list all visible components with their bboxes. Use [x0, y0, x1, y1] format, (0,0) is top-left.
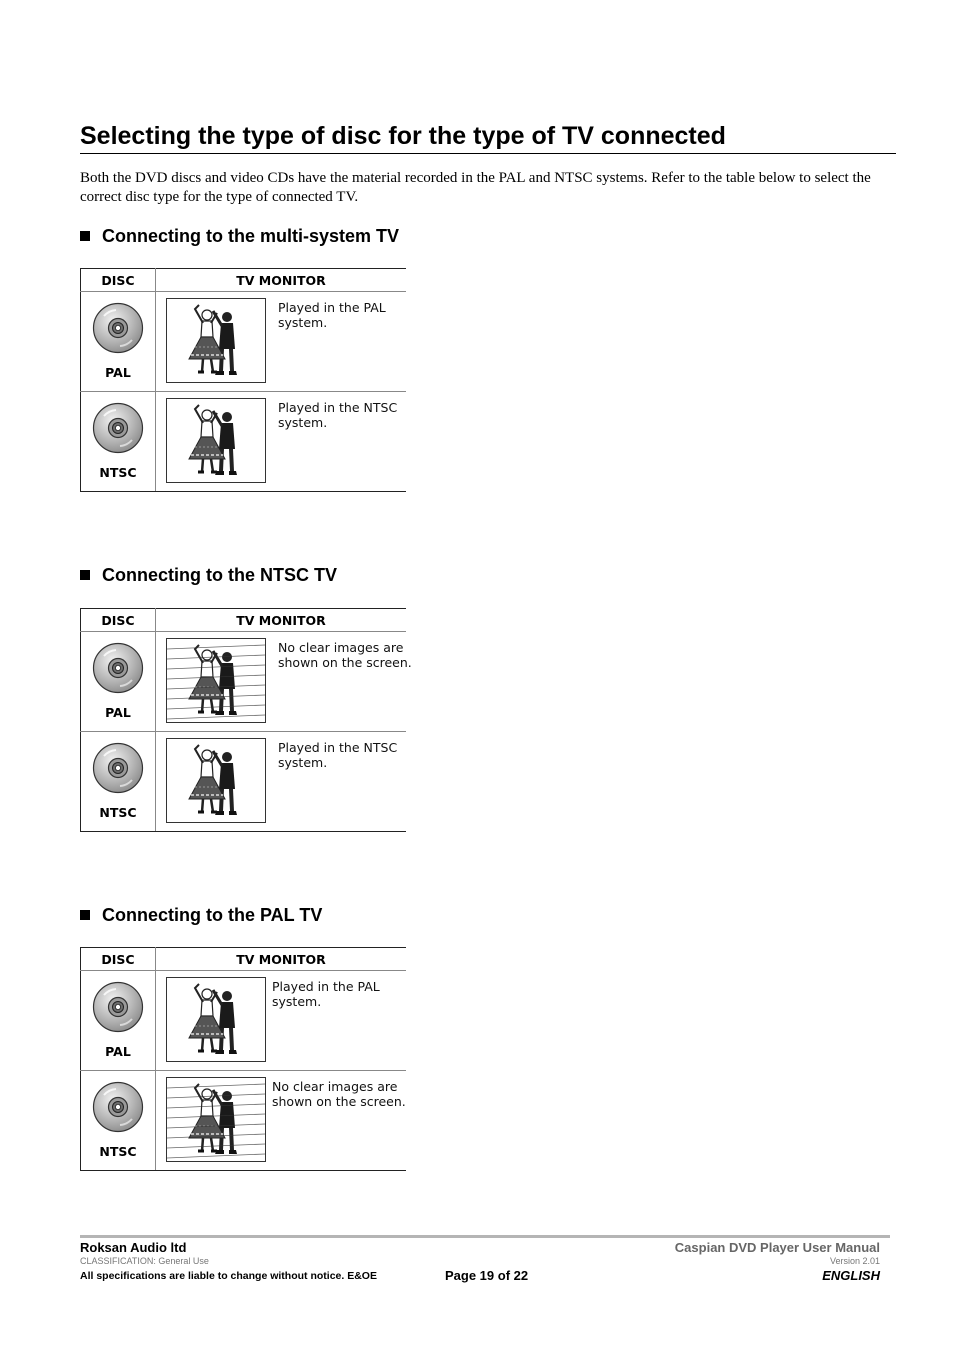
table-row [81, 392, 407, 492]
disc-label: NTSC [99, 465, 137, 480]
section-heading-ntsc-tv: Connecting to the NTSC TV [80, 564, 337, 586]
header-disc: DISC [81, 948, 156, 971]
table-row [81, 292, 407, 392]
monitor-result-text: No clear images are shown on the screen. [278, 640, 412, 670]
disc-label: PAL [105, 705, 131, 720]
header-tv-monitor: TV MONITOR [156, 609, 407, 632]
header-disc: DISC [81, 609, 156, 632]
compat-table-pal-tv [80, 947, 406, 1171]
monitor-result-text: Played in the PAL system. [272, 979, 380, 1009]
square-bullet-icon [80, 231, 90, 241]
disc-icon [92, 981, 144, 1037]
header-tv-monitor: TV MONITOR [156, 948, 407, 971]
header-tv-monitor: TV MONITOR [156, 269, 407, 292]
footer-company: Roksan Audio ltd [80, 1240, 187, 1255]
disc-icon [92, 1081, 144, 1137]
disc-label: NTSC [99, 805, 137, 820]
table-row [81, 1071, 407, 1171]
disc-icon [92, 742, 144, 798]
compat-table-multi-system [80, 268, 406, 492]
table-row [81, 971, 407, 1071]
section-heading-pal-tv: Connecting to the PAL TV [80, 904, 322, 926]
monitor-result-text: Played in the NTSC system. [278, 400, 398, 430]
footer-notice: All specifications are liable to change without notice. E&OE [80, 1270, 377, 1282]
dancers-image [166, 738, 266, 823]
disc-label: PAL [105, 365, 131, 380]
section-heading-multi-system: Connecting to the multi-system TV [80, 225, 399, 247]
dancers-distorted-image [166, 638, 266, 723]
dancers-image [166, 298, 266, 383]
disc-icon [92, 642, 144, 698]
dancers-distorted-image [166, 1077, 266, 1162]
table-row [81, 732, 407, 832]
intro-paragraph: Both the DVD discs and video CDs have the material recorded in the PAL and NTSC systems. Refer to the table below to select the correct disc type for the type of connected TV. [80, 170, 871, 205]
page-title: Selecting the type of disc for the type of TV connected [80, 121, 896, 154]
disc-label: PAL [105, 1044, 131, 1059]
dancers-image [166, 398, 266, 483]
footer-language: ENGLISH [822, 1268, 880, 1283]
footer-page-number: Page 19 of 22 [445, 1268, 529, 1283]
monitor-result-text: No clear images are shown on the screen. [272, 1079, 406, 1109]
footer-classification: CLASSIFICATION: General Use [80, 1256, 209, 1266]
footer-manual-title: Caspian DVD Player User Manual [674, 1240, 880, 1255]
disc-icon [92, 402, 144, 458]
footer-version: Version 2.01 [829, 1256, 880, 1266]
header-disc: DISC [81, 269, 156, 292]
monitor-result-text: Played in the NTSC system. [278, 740, 398, 770]
square-bullet-icon [80, 910, 90, 920]
compat-table-ntsc-tv [80, 608, 412, 832]
table-row [81, 632, 407, 732]
disc-icon [92, 302, 144, 358]
footer-rule [80, 1235, 890, 1238]
square-bullet-icon [80, 570, 90, 580]
dancers-image [166, 977, 266, 1062]
disc-label: NTSC [99, 1144, 137, 1159]
monitor-result-text: Played in the PAL system. [278, 300, 386, 330]
